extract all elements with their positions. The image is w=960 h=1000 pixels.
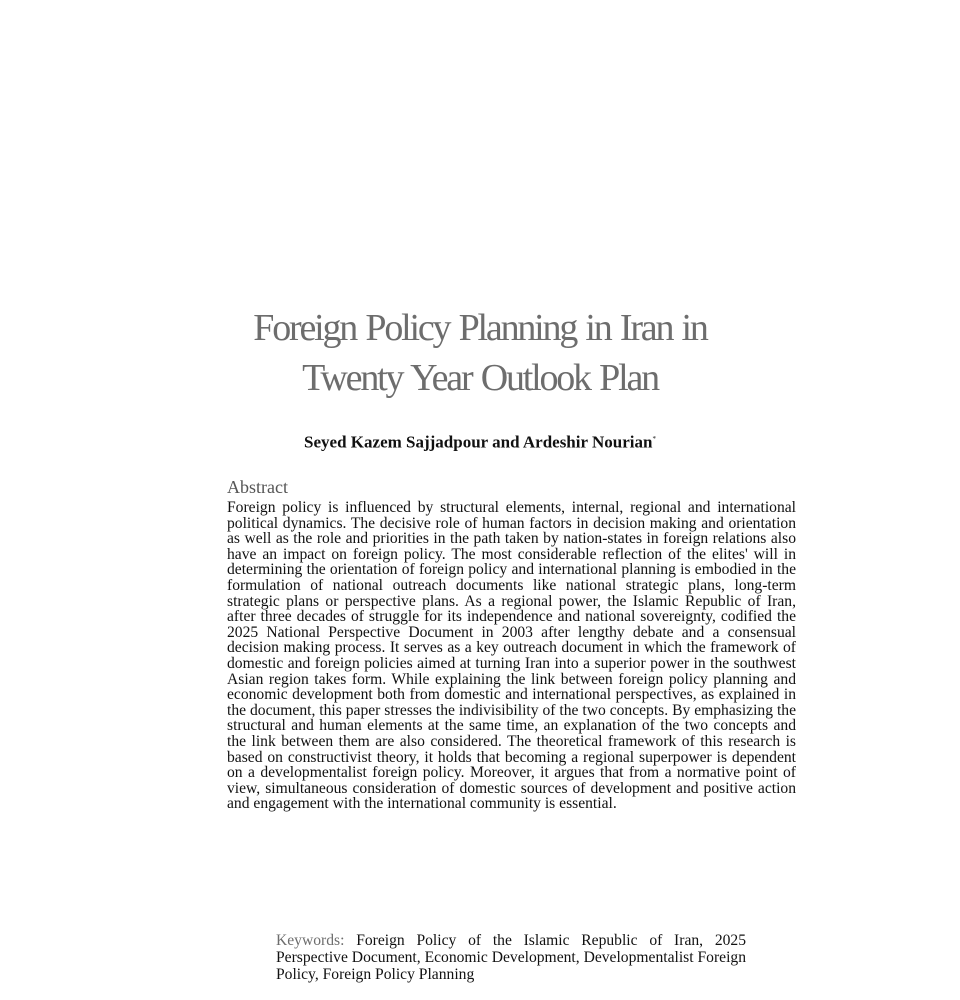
author-names: Seyed Kazem Sajjadpour and Ardeshir Nourian — [304, 432, 653, 452]
paper-title-line-1: Foreign Policy Planning in Iran in — [253, 307, 707, 349]
abstract-heading: Abstract — [227, 477, 288, 497]
keywords-label: Keywords: — [276, 932, 345, 949]
author-line — [0, 428, 960, 454]
keywords-text: Foreign Policy of the Islamic Republic of Iran, 2025 Perspective Document, Economic Development, Developmentalist Foreign Policy, Foreign Policy Planning — [276, 932, 747, 983]
paper-title-line-2: Twenty Year Outlook Plan — [302, 357, 658, 399]
abstract-body: Foreign policy is influenced by structural elements, internal, regional and international political dynamics. The decisive role of human factors in decision making and orientation as well as the role and priorities in the path taken by nation-states in foreign relations also have an impact on foreign policy. The most considerable reflection of the elites' will in determining the orientation of foreign policy and international planning is embodied in the formulation of national outreach documents like national strategic plans, long-term strategic plans or perspective plans. As a regional power, the Islamic Republic of Iran, after three decades of struggle for its independence and national sovereignty, codified the 2025 National Perspective Document in 2003 after lengthy debate and a consensual decision making process. It serves as a key outreach document in which the framework of domestic and foreign policies aimed at turning Iran into a superior power in the southwest Asian region takes form. While explaining the link between foreign policy planning and economic development both from domestic and international perspectives, as explained in the document, this paper stresses the indivisibility of the two concepts. By emphasizing the structural and human elements at the same time, an explanation of the two concepts and the link between them are also considered. The theoretical framework of this research is based on constructivist theory, it holds that becoming a regional superpower is dependent on a developmentalist foreign policy. Moreover, it argues that from a normative point of view, simultaneous consideration of domestic sources of development and positive action and engagement with the international community is essential. — [227, 499, 796, 813]
keywords-block — [276, 932, 746, 983]
author-footnote-mark: * — [652, 435, 656, 443]
paper-title — [0, 303, 960, 403]
